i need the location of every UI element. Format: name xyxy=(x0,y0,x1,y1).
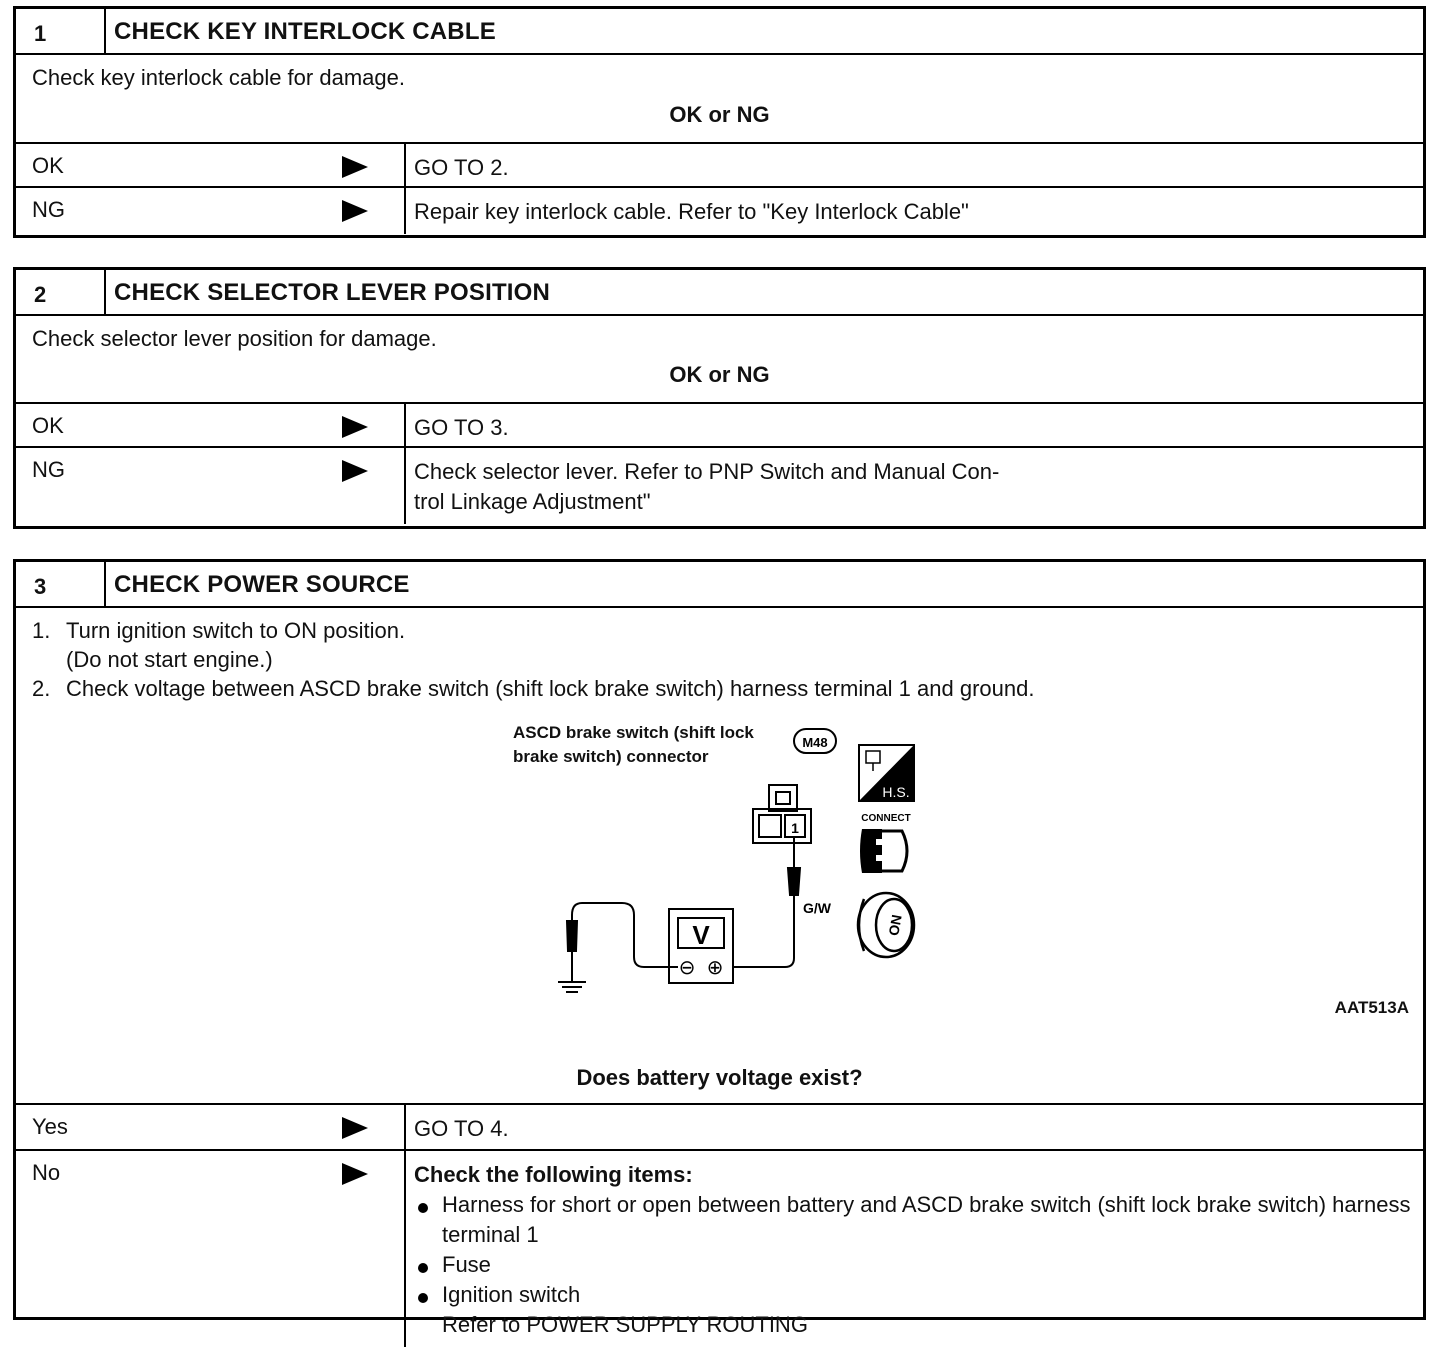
key-on-label: ON xyxy=(885,913,905,937)
arrow-right-icon xyxy=(342,1163,368,1185)
step-title: CHECK KEY INTERLOCK CABLE xyxy=(114,18,496,45)
instruction-item: 2. Check voltage between ASCD brake switch (shift lock brake switch) harness terminal 1 and ground. xyxy=(32,676,1035,701)
reference-note: Refer to POWER SUPPLY ROUTING xyxy=(442,1312,808,1337)
instruction-item: (Do not start engine.) xyxy=(66,647,273,672)
meter-symbol: V xyxy=(692,920,710,950)
result-row-yes xyxy=(16,1103,1423,1149)
plus-terminal-icon: ⊕ xyxy=(706,955,724,979)
result-question: OK or NG xyxy=(669,102,770,127)
action-line: Check selector lever. Refer to PNP Switch and Manual Con- xyxy=(414,459,1000,484)
minus-terminal-icon: ⊖ xyxy=(678,955,696,979)
result-label: NG xyxy=(32,457,65,482)
action-line: trol Linkage Adjustment" xyxy=(414,489,651,514)
step-title: CHECK POWER SOURCE xyxy=(114,571,410,598)
wiring-diagram xyxy=(16,703,1423,1073)
step-number: 3 xyxy=(16,562,106,606)
arrow-right-icon xyxy=(342,460,368,482)
result-label: OK xyxy=(32,153,64,178)
wire-color-label: G/W xyxy=(803,900,831,916)
connector-label: ASCD brake switch (shift lock brake switch) connector xyxy=(513,723,754,766)
result-question: Does battery voltage exist? xyxy=(576,1065,863,1090)
result-label: OK xyxy=(32,413,64,438)
result-action xyxy=(406,1151,1423,1347)
step-number: 1 xyxy=(16,9,106,53)
arrow-right-icon xyxy=(342,416,368,438)
negative-probe xyxy=(567,903,678,981)
step-3-block xyxy=(13,559,1426,1337)
result-action: GO TO 4. xyxy=(414,1116,509,1141)
result-label: No xyxy=(32,1160,61,1185)
step-header xyxy=(16,9,1423,55)
step-1-block xyxy=(13,6,1426,238)
list-item: Ignition switch xyxy=(414,1280,1423,1310)
step-number: 2 xyxy=(16,270,106,314)
step-header xyxy=(16,562,1423,608)
arrow-right-icon xyxy=(342,200,368,222)
list-item: Fuse xyxy=(414,1250,1423,1280)
result-action: GO TO 3. xyxy=(414,415,509,440)
step-description: Check selector lever position for damage. xyxy=(32,326,437,351)
result-question: OK or NG xyxy=(669,362,770,387)
ground-icon xyxy=(558,982,586,992)
terminal-number: 1 xyxy=(791,820,799,836)
check-items-heading: Check the following items: xyxy=(414,1162,693,1187)
result-action xyxy=(406,448,1423,524)
check-items-list xyxy=(414,1190,1423,1310)
result-row-ng xyxy=(16,186,1423,234)
connector-icon xyxy=(753,785,811,843)
result-row-ok xyxy=(16,402,1423,446)
connect-icon xyxy=(860,829,907,873)
result-row-no xyxy=(16,1149,1423,1347)
diagram-svg xyxy=(16,703,1423,1073)
arrow-right-icon xyxy=(342,156,368,178)
result-label: NG xyxy=(32,197,65,222)
figure-id: AAT513A xyxy=(1334,998,1409,1017)
instruction-item: 1. Turn ignition switch to ON position. xyxy=(32,618,406,643)
connector-id-text: M48 xyxy=(802,735,828,750)
step-2-block xyxy=(13,267,1426,529)
result-label: Yes xyxy=(32,1114,68,1139)
hs-label: H.S. xyxy=(882,784,910,800)
arrow-right-icon xyxy=(342,1117,368,1139)
result-row-ok xyxy=(16,142,1423,186)
list-item: Harness for short or open between battery and ASCD brake switch (shift lock brake switch) harness terminal 1 xyxy=(414,1190,1423,1250)
result-row-ng xyxy=(16,446,1423,524)
step-title: CHECK SELECTOR LEVER POSITION xyxy=(114,279,551,306)
step-header xyxy=(16,270,1423,316)
step-instructions xyxy=(16,608,1423,703)
step-description: Check key interlock cable for damage. xyxy=(32,65,405,90)
result-action: Repair key interlock cable. Refer to "Key Interlock Cable" xyxy=(414,199,969,224)
result-action: GO TO 2. xyxy=(414,155,509,180)
connect-label: CONNECT xyxy=(861,813,911,824)
